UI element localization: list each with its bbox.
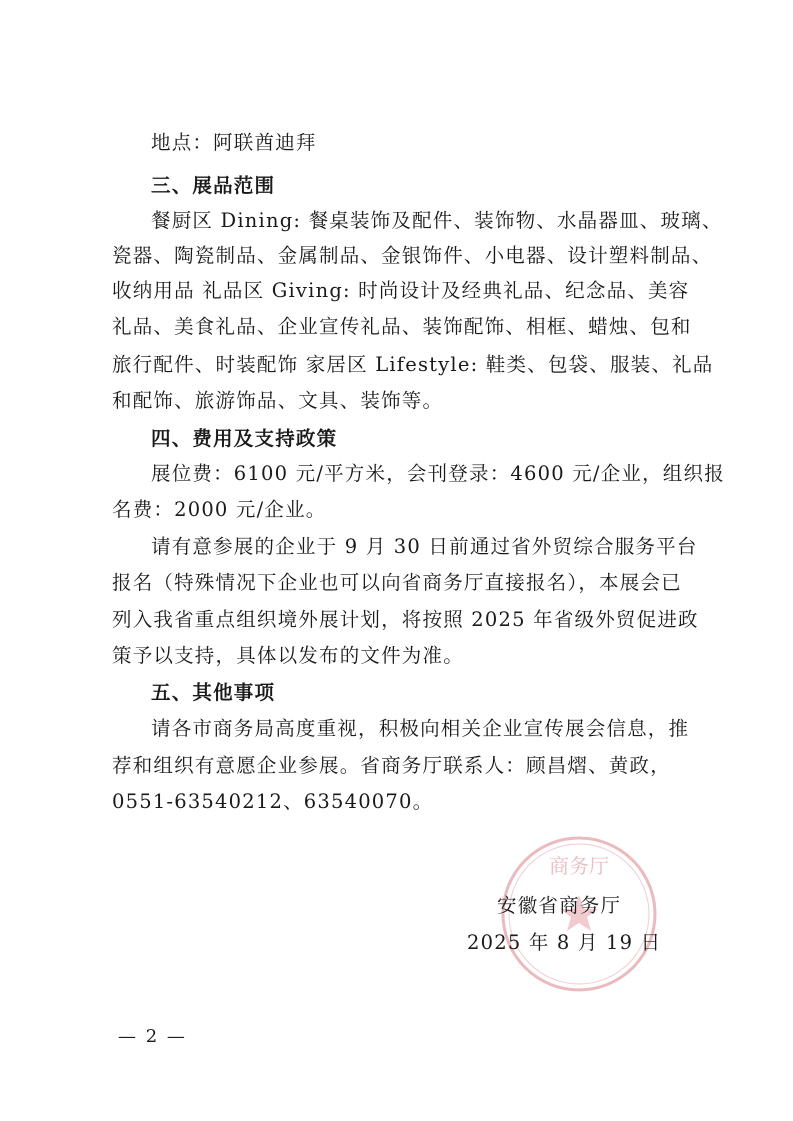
- section-heading-exhibits: 三、展品范围: [151, 174, 276, 197]
- seal-text: 商务厅: [549, 854, 609, 878]
- body-line: 瓷器、陶瓷制品、金属制品、金银饰件、小电器、设计塑料制品、: [112, 244, 713, 267]
- body-line: 策予以支持，具体以发布的文件为准。: [112, 644, 464, 667]
- body-line: 列入我省重点组织境外展计划，将按照 2025 年省级外贸促进政: [112, 608, 699, 631]
- page-number: — 2 —: [118, 1026, 187, 1047]
- body-line: 礼品、美食礼品、企业宣传礼品、装饰配饰、相框、蜡烛、包和: [112, 315, 692, 338]
- issuing-organization: 安徽省商务厅: [497, 894, 622, 917]
- body-line: 荐和组织有意愿企业参展。省商务厅联系人：顾昌熠、黄政，: [112, 754, 671, 777]
- body-line: 收纳用品 礼品区 Giving: 时尚设计及经典礼品、纪念品、美容: [112, 279, 690, 302]
- body-line: 和配饰、旅游饰品、文具、装饰等。: [112, 389, 444, 412]
- contact-phone-line: 0551-63540212、63540070。: [112, 790, 434, 813]
- section-heading-fees: 四、费用及支持政策: [151, 427, 338, 450]
- body-line: 名费：2000 元/企业。: [112, 498, 327, 521]
- venue-line: 地点：阿联酋迪拜: [151, 131, 317, 154]
- body-line: 餐厨区 Dining: 餐桌装饰及配件、装饰物、水晶器皿、玻璃、: [151, 209, 723, 232]
- body-line: 展位费：6100 元/平方米，会刊登录：4600 元/企业，组织报: [151, 462, 725, 485]
- body-line: 请各市商务局高度重视，积极向相关企业宣传展会信息，推: [151, 717, 690, 740]
- section-heading-other: 五、其他事项: [151, 681, 276, 704]
- issue-date: 2025 年 8 月 19 日: [467, 931, 662, 954]
- body-line: 请有意参展的企业于 9 月 30 日前通过省外贸综合服务平台: [151, 535, 698, 558]
- body-line: 报名（特殊情况下企业也可以向省商务厅直接报名），本展会已: [112, 571, 682, 594]
- body-line: 旅行配件、时装配饰 家居区 Lifestyle: 鞋类、包袋、服装、礼品: [112, 353, 714, 376]
